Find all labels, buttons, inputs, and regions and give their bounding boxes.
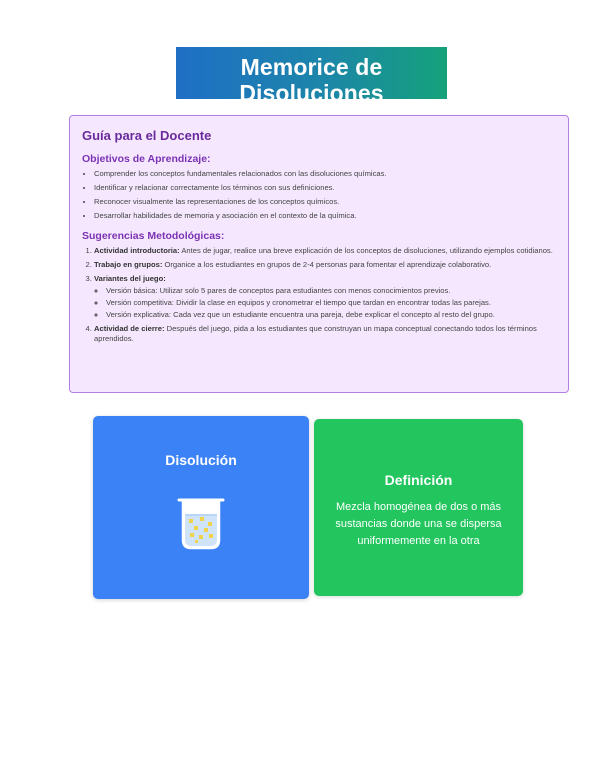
page-title: Memorice de Disoluciones: [239, 54, 384, 106]
suggestions-list: [82, 246, 556, 344]
list-item: • Desarrollar habilidades de memoria y asociación en el contexto de la química.: [94, 211, 556, 221]
teacher-guide-panel: [69, 115, 569, 393]
suggestions-heading: Sugerencias Metodológicas:: [82, 230, 225, 242]
item-label: Variantes del juego:: [94, 274, 166, 283]
list-item: ◦ Versión básica: Utilizar solo 5 pares de conceptos para estudiantes con menos conocimientos previos.: [106, 286, 556, 296]
concept-card[interactable]: [93, 416, 309, 599]
list-item: ◦ Versión explicativa: Cada vez que un estudiante encuentra una pareja, debe explicar el concepto al resto del grupo.: [106, 310, 556, 320]
list-item: • Comprender los conceptos fundamentales relacionados con las disoluciones químicas.: [94, 169, 556, 179]
beaker-icon: [173, 488, 229, 550]
item-text: Después del juego, pida a los estudiantes que construyan un mapa conceptual conectando todos los términos aprendidos.: [94, 324, 537, 343]
concept-title: Disolución: [165, 452, 237, 468]
objectives-list: [82, 169, 556, 221]
item-label: Actividad de cierre:: [94, 324, 165, 333]
list-item: [94, 260, 556, 270]
list-item: ◦ Versión competitiva: Dividir la clase en equipos y cronometrar el tiempo que tardan en encontrar todas las parejas.: [106, 298, 556, 308]
list-item: • Reconocer visualmente las representaciones de los conceptos químicos.: [94, 197, 556, 207]
list-item: [94, 274, 556, 320]
item-label: Actividad introductoria:: [94, 246, 180, 255]
definition-card[interactable]: [314, 419, 523, 596]
list-item: • Identificar y relacionar correctamente los términos con sus definiciones.: [94, 183, 556, 193]
variants-list: [94, 286, 556, 320]
item-label: Trabajo en grupos:: [94, 260, 163, 269]
list-item: [94, 246, 556, 256]
header-banner: [176, 47, 447, 106]
definition-title: Definición: [384, 472, 453, 488]
list-item: [94, 324, 556, 344]
guide-title: Guía para el Docente: [82, 128, 212, 143]
definition-text: Mezcla homogénea de dos o más sustancias donde una se dispersa uniformemente en la otra: [335, 501, 502, 547]
objectives-heading: Objetivos de Aprendizaje:: [82, 153, 211, 165]
item-text: Organice a los estudiantes en grupos de 2-4 personas para fomentar el aprendizaje colaborativo.: [162, 260, 492, 269]
item-text: Antes de jugar, realice una breve explicación de los conceptos de disoluciones, utilizando ejemplos cotidianos.: [179, 246, 553, 255]
